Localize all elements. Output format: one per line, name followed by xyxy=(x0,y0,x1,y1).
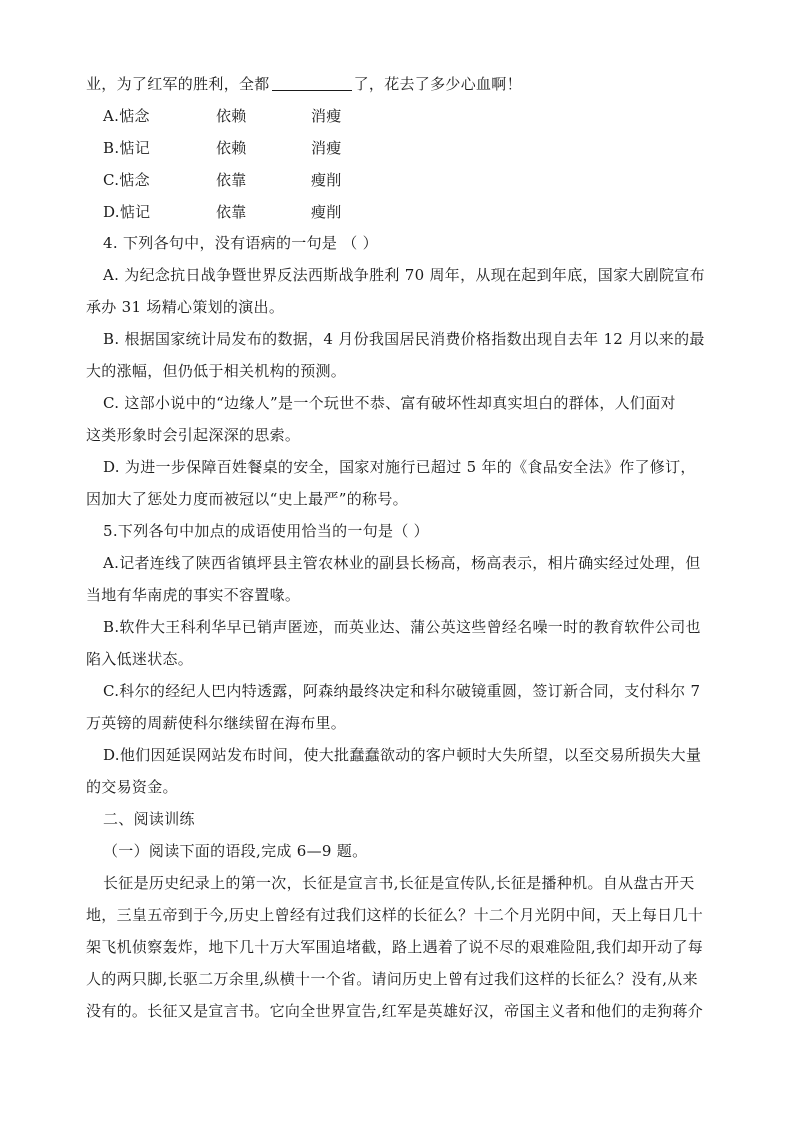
section-heading-text: 二、阅读训练 xyxy=(103,810,195,828)
q5-option-a-line-1 xyxy=(0,547,794,579)
option-text: A. 为纪念抗日战争暨世界反法西斯战争胜利 70 周年，从现在起到年底，国家大剧院宣布 xyxy=(103,266,705,284)
q3-option-c xyxy=(0,164,794,196)
option-word-2: 依赖 xyxy=(216,139,247,157)
option-word-3: 消瘦 xyxy=(311,107,342,125)
q5-stem xyxy=(0,515,794,547)
option-word-1: C.惦念 xyxy=(103,171,150,189)
passage-line-5 xyxy=(0,995,794,1027)
option-text: 陷入低迷状态。 xyxy=(86,650,194,668)
q3-option-d xyxy=(0,196,794,228)
q5-option-d-line-2 xyxy=(0,771,794,803)
option-text: B. 根据国家统计局发布的数据，4 月份我国居民消费价格指数出现自去年 12 月以来的最 xyxy=(103,330,705,348)
option-word-3: 瘦削 xyxy=(311,171,342,189)
q3-text-before-blank: 业，为了红军的胜利，全都 xyxy=(86,75,270,93)
q5-option-a-line-2 xyxy=(0,579,794,611)
q4-option-d-line-1 xyxy=(0,451,794,483)
option-text: 大的涨幅，但仍低于相关机构的预测。 xyxy=(86,362,347,380)
option-text: 因加大了惩处力度而被冠以“史上最严”的称号。 xyxy=(86,490,408,508)
option-word-3: 消瘦 xyxy=(311,139,342,157)
passage-text: 人的两只脚,长驱二万余里,纵横十一个省。请问历史上曾有过我们这样的长征么？没有,从来 xyxy=(86,970,698,988)
q3-option-a xyxy=(0,100,794,132)
q5-option-c-line-1 xyxy=(0,675,794,707)
option-word-3: 瘦削 xyxy=(311,203,342,221)
q3-fill-blank xyxy=(272,72,352,91)
passage-line-1 xyxy=(0,867,794,899)
question-stem: 4. 下列各句中，没有语病的一句是 （ ） xyxy=(103,234,378,252)
passage-text: 没有的。长征又是宣言书。它向全世界宣告,红军是英雄好汉，帝国主义者和他们的走狗蒋介 xyxy=(86,1002,704,1020)
option-word-2: 依靠 xyxy=(216,171,247,189)
option-text: D.他们因延误网站发布时间，使大批蠢蠢欲动的客户顿时大失所望，以至交易所损失大量 xyxy=(103,746,702,764)
passage-line-4 xyxy=(0,963,794,995)
option-text: 当地有华南虎的事实不容置喙。 xyxy=(86,586,301,604)
passage-text: 地，三皇五帝到于今,历史上曾经有过我们这样的长征么？十二个月光阴中间，天上每日几十 xyxy=(86,906,704,924)
q4-option-a-line-1 xyxy=(0,259,794,291)
passage-text: 架飞机侦察轰炸，地下几十万大军围追堵截，路上遇着了说不尽的艰难险阻,我们却开动了每 xyxy=(86,938,704,956)
option-text: A.记者连线了陕西省镇坪县主管农林业的副县长杨高，杨高表示，相片确实经过处理，但 xyxy=(103,554,701,572)
option-word-2: 依靠 xyxy=(216,203,247,221)
q4-stem xyxy=(0,227,794,259)
section-heading xyxy=(0,803,794,835)
option-text: C. 这部小说中的“边缘人”是一个玩世不恭、富有破坏性却真实坦白的群体，人们面对 xyxy=(103,394,676,412)
question-stem: 5.下列各句中加点的成语使用恰当的一句是（ ） xyxy=(103,522,429,540)
option-text: B.软件大王科利华早已销声匿迹，而英业达、蒲公英这些曾经名噪一时的教育软件公司也 xyxy=(103,618,701,636)
option-text: 这类形象时会引起深深的思索。 xyxy=(86,426,301,444)
passage-text: 长征是历史纪录上的第一次，长征是宣言书,长征是宣传队,长征是播种机。自从盘古开天 xyxy=(103,874,695,892)
q3-text-after-blank: 了，花去了多少心血啊！ xyxy=(353,75,522,93)
q5-option-d-line-1 xyxy=(0,739,794,771)
q4-option-b-line-1 xyxy=(0,323,794,355)
option-word-2: 依赖 xyxy=(216,107,247,125)
q5-option-b-line-1 xyxy=(0,611,794,643)
section-subheading xyxy=(0,835,794,867)
option-text: 承办 31 场精心策划的演出。 xyxy=(86,298,285,316)
option-text: C.科尔的经纪人巴内特透露，阿森纳最终决定和科尔破镜重圆，签订新合同，支付科尔 7 xyxy=(103,682,701,700)
option-word-1: D.惦记 xyxy=(103,203,151,221)
option-text: 万英镑的周薪使科尔继续留在海布里。 xyxy=(86,714,347,732)
q4-option-d-line-2 xyxy=(0,483,794,515)
option-text: 的交易资金。 xyxy=(86,778,178,796)
option-word-1: A.惦念 xyxy=(103,107,150,125)
option-word-1: B.惦记 xyxy=(103,139,150,157)
passage-line-3 xyxy=(0,931,794,963)
q5-option-b-line-2 xyxy=(0,643,794,675)
q4-option-c-line-1 xyxy=(0,387,794,419)
q4-option-c-line-2 xyxy=(0,419,794,451)
option-text: D. 为进一步保障百姓餐桌的安全，国家对施行已超过 5 年的《食品安全法》作了修订， xyxy=(103,458,696,476)
q4-option-a-line-2 xyxy=(0,291,794,323)
q5-option-c-line-2 xyxy=(0,707,794,739)
passage-line-2 xyxy=(0,899,794,931)
q3-stem-tail xyxy=(0,68,794,100)
section-subheading-text: （一）阅读下面的语段,完成 6—9 题。 xyxy=(103,842,368,860)
q4-option-b-line-2 xyxy=(0,355,794,387)
q3-option-b xyxy=(0,132,794,164)
